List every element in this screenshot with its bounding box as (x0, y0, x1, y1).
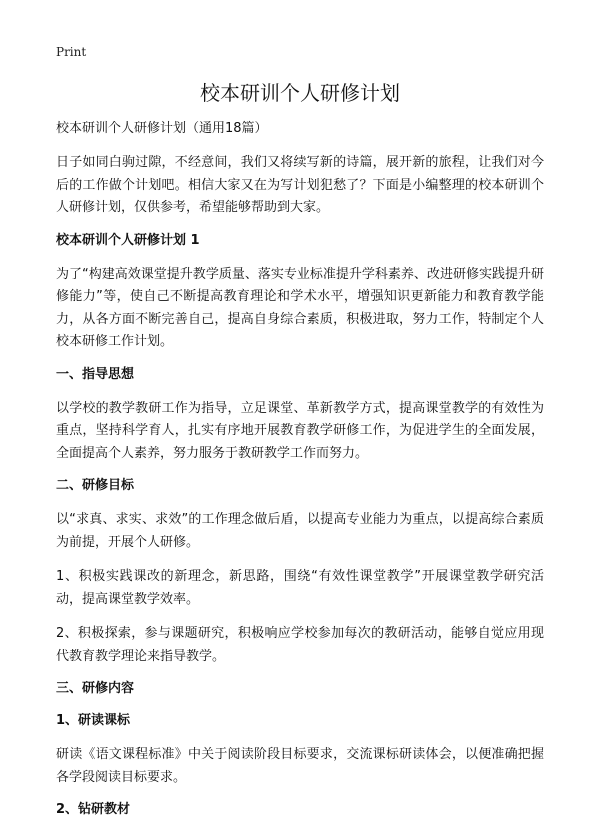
guiding-ideology-paragraph: 以学校的教学教研工作为指导，立足课堂、革新教学方式，提高课堂教学的有效性为重点，坚持科学育人，扎实有序地开展教育教学研修工作，为促进学生的全面发展，全面提高个人素养，努力服务于教研教学工作而努力。 (56, 400, 544, 461)
heading-training-goals: 二、研修目标 (56, 478, 135, 493)
heading-guiding-ideology: 一、指导思想 (56, 366, 135, 382)
intro-paragraph: 日子如同白驹过隙，不经意间，我们又将续写新的诗篇，展开新的旅程，让我们对今后的工作做个计划吧。相信大家又在为写计划犯愁了？下面是小编整理的校本研训个人研修计划，仅供参考，希望能够帮助到大家。 (56, 155, 544, 215)
page-title: 校本研训个人研修计划 (200, 81, 400, 105)
plan-1-paragraph: 为了“构建高效课堂提升教学质量、落实专业标准提升学科素养、改进研修实践提升研修能力”等，使自己不断提高教育理论和学术水平，增强知识更新能力和教育教学能力，从各方面不断完善自己，提高自身综合素质，积极进取，努力工作，特制定个人校本研修工作计划。 (56, 266, 544, 349)
heading-training-content: 三、研修内容 (56, 681, 135, 696)
document-body (56, 120, 544, 833)
goal-2-paragraph: 2、积极探索，参与课题研究，积极响应学校参加每次的教研活动，能够自觉应用现代教育教学理论来指导教学。 (56, 626, 544, 664)
heading-study-curriculum-standards: 1、研读课标 (56, 713, 131, 728)
goal-1-paragraph: 1、积极实践课改的新理念，新思路，围绕“有效性课堂教学”开展课堂教学研究活动，提高课堂教学效率。 (56, 569, 544, 607)
training-goals-paragraph: 以“求真、求实、求效”的工作理念做后盾，以提高专业能力为重点，以提高综合素质为前提，开展个人研修。 (56, 512, 544, 550)
section-heading-plan-1: 校本研训个人研修计划 1 (56, 232, 200, 248)
study-curriculum-standards-paragraph: 研读《语文课程标准》中关于阅读阶段目标要求，交流课标研读体会，以便准确把握各学段阅读目标要求。 (56, 747, 544, 785)
heading-study-textbooks: 2、钻研教材 (56, 802, 131, 817)
document-subtitle: 校本研训个人研修计划（通用18篇） (56, 121, 268, 136)
print-label[interactable]: Print (56, 45, 87, 59)
